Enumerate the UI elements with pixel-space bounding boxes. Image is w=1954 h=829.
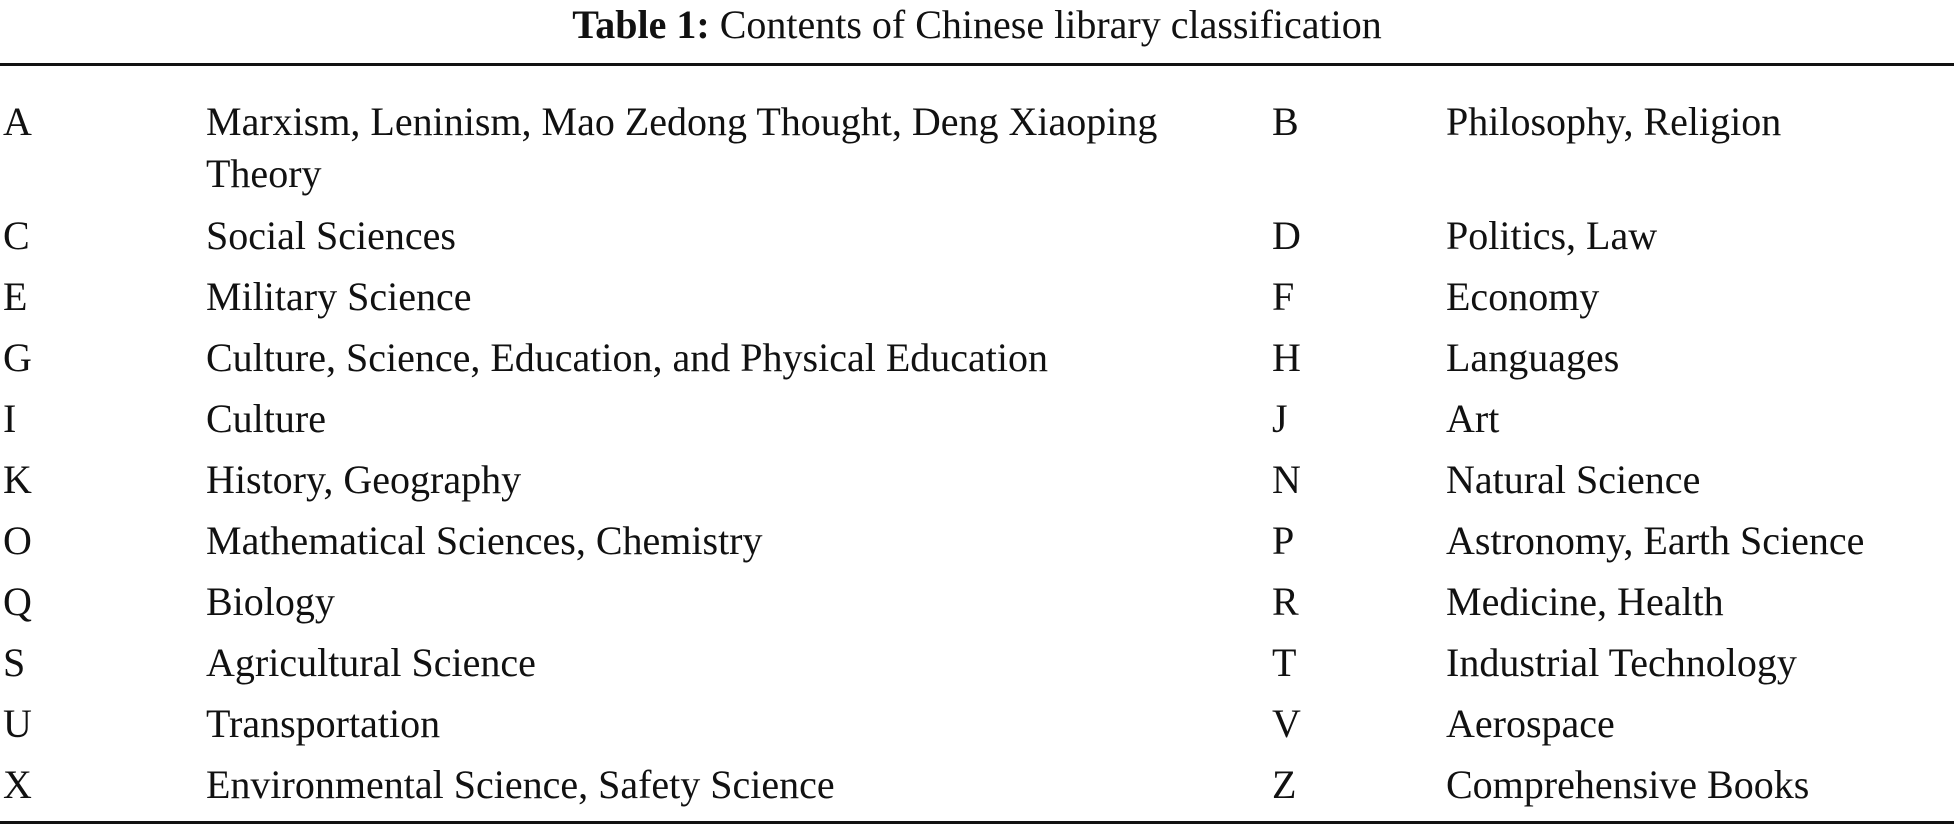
class-code-right: D bbox=[1272, 213, 1301, 258]
class-code-right: N bbox=[1272, 457, 1301, 502]
class-name-right: Astronomy, Earth Science bbox=[1446, 518, 1865, 563]
class-name-right: Medicine, Health bbox=[1446, 579, 1724, 624]
class-code-left: C bbox=[3, 213, 30, 258]
class-code-right: V bbox=[1272, 701, 1301, 746]
table-row bbox=[0, 96, 1954, 210]
table-caption-label: Table 1: bbox=[572, 2, 710, 47]
class-name-left: Environmental Science, Safety Science bbox=[206, 762, 835, 807]
class-code-right: T bbox=[1272, 640, 1297, 685]
table-row bbox=[0, 271, 1954, 332]
table-bottom-rule bbox=[0, 821, 1954, 824]
class-code-left: A bbox=[3, 99, 32, 144]
class-name-right: Politics, Law bbox=[1446, 213, 1658, 258]
table-row bbox=[0, 759, 1954, 820]
table-row bbox=[0, 515, 1954, 576]
class-name-left: Culture bbox=[206, 396, 326, 441]
class-code-left: S bbox=[3, 640, 26, 685]
table-top-rule bbox=[0, 63, 1954, 66]
class-name-left: Transportation bbox=[206, 701, 441, 746]
table-row bbox=[0, 576, 1954, 637]
class-code-right: F bbox=[1272, 274, 1295, 319]
class-name-left: Biology bbox=[206, 579, 335, 624]
class-code-left: O bbox=[3, 518, 32, 563]
class-code-right: H bbox=[1272, 335, 1301, 380]
class-code-right: R bbox=[1272, 579, 1299, 624]
class-name-left: Mathematical Sciences, Chemistry bbox=[206, 518, 763, 563]
table-row bbox=[0, 332, 1954, 393]
class-code-left: K bbox=[3, 457, 32, 502]
table-row bbox=[0, 210, 1954, 271]
class-code-left: Q bbox=[3, 579, 32, 624]
class-name-left: Marxism, Leninism, Mao Zedong Thought, Deng Xiaoping Theory bbox=[206, 99, 1158, 196]
class-name-right: Economy bbox=[1446, 274, 1600, 319]
class-code-right: B bbox=[1272, 99, 1299, 144]
class-name-right: Aerospace bbox=[1446, 701, 1615, 746]
class-name-right: Philosophy, Religion bbox=[1446, 99, 1782, 144]
class-name-left: Culture, Science, Education, and Physical Education bbox=[206, 335, 1048, 380]
class-code-right: Z bbox=[1272, 762, 1297, 807]
table-row bbox=[0, 454, 1954, 515]
class-code-left: E bbox=[3, 274, 28, 319]
class-code-left: X bbox=[3, 762, 32, 807]
table-row bbox=[0, 698, 1954, 759]
class-code-left: G bbox=[3, 335, 32, 380]
class-name-right: Industrial Technology bbox=[1446, 640, 1797, 685]
class-name-left: Military Science bbox=[206, 274, 472, 319]
class-name-left: Agricultural Science bbox=[206, 640, 536, 685]
class-name-right: Comprehensive Books bbox=[1446, 762, 1810, 807]
class-code-left: U bbox=[3, 701, 32, 746]
table-row bbox=[0, 637, 1954, 698]
table-caption bbox=[0, 0, 1954, 50]
class-name-left: History, Geography bbox=[206, 457, 522, 502]
class-name-right: Natural Science bbox=[1446, 457, 1701, 502]
class-name-right: Art bbox=[1446, 396, 1500, 441]
class-code-right: J bbox=[1272, 396, 1288, 441]
class-name-left: Social Sciences bbox=[206, 213, 456, 258]
table-caption-title: Contents of Chinese library classification bbox=[719, 2, 1382, 47]
class-code-right: P bbox=[1272, 518, 1295, 563]
classification-table bbox=[0, 96, 1954, 820]
class-name-right: Languages bbox=[1446, 335, 1620, 380]
table-row bbox=[0, 393, 1954, 454]
class-code-left: I bbox=[3, 396, 17, 441]
